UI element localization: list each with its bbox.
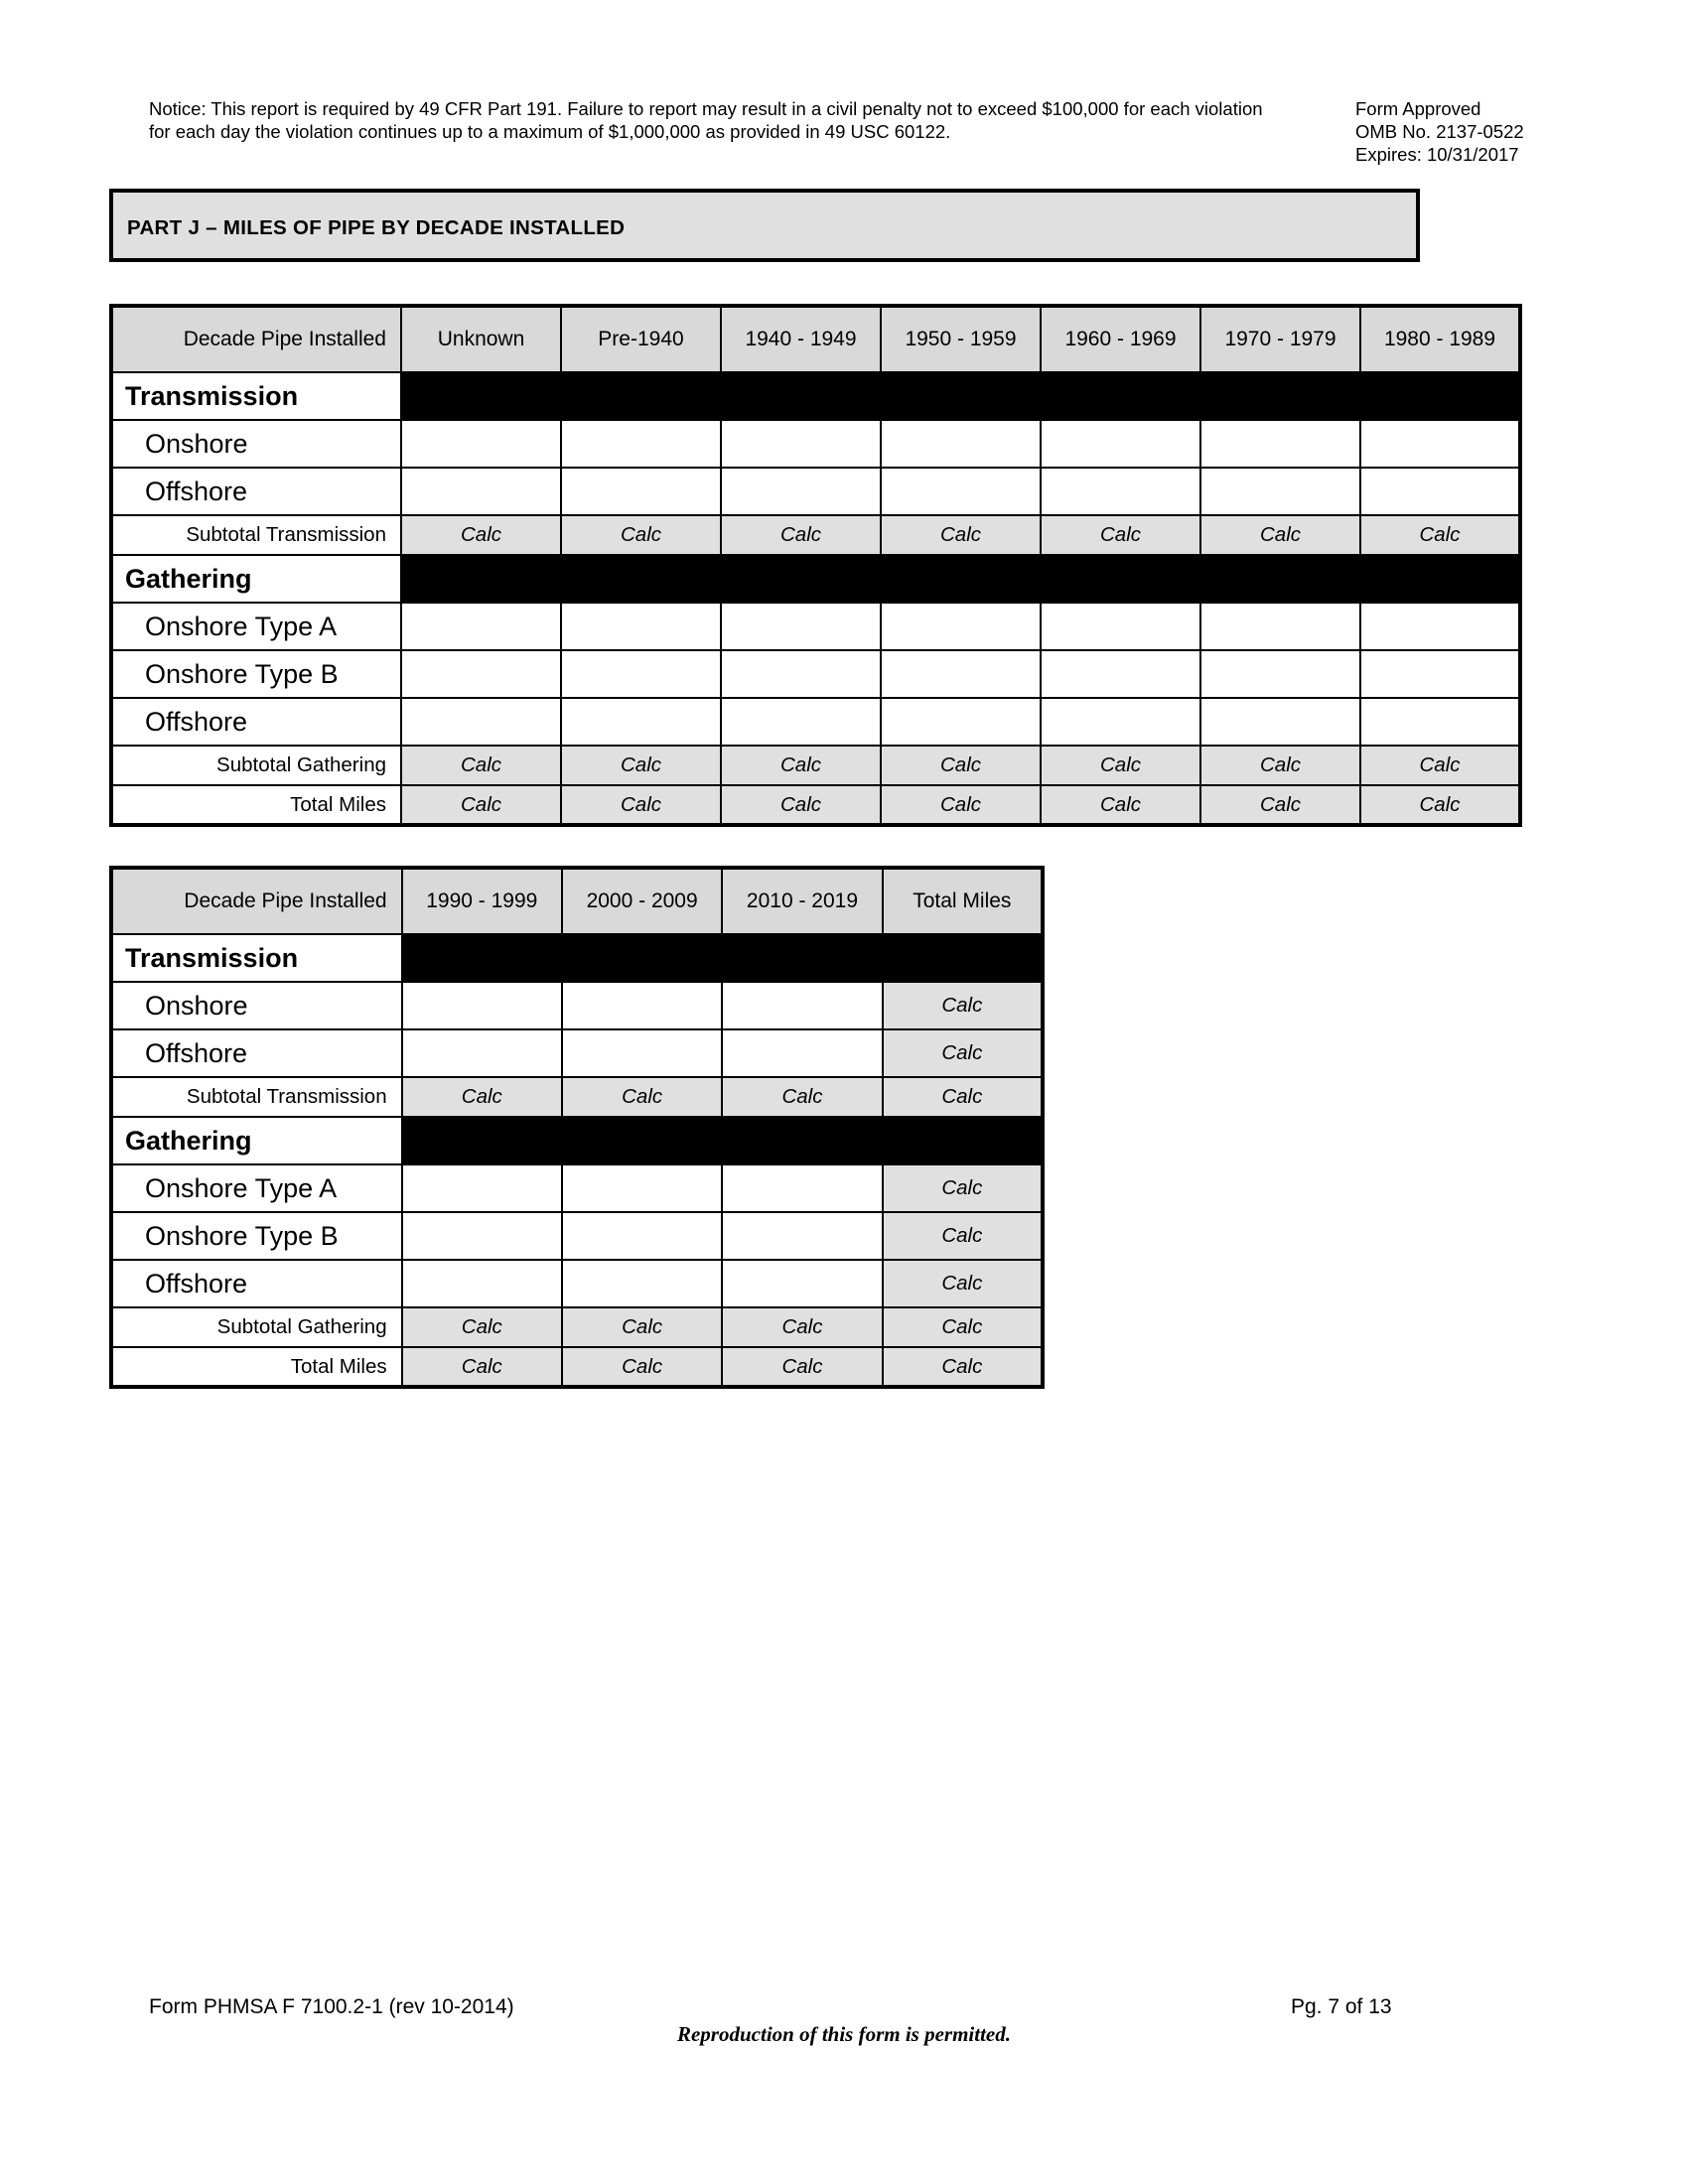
input-cell[interactable] [881,468,1041,515]
table-row [111,1029,1043,1077]
input-cell[interactable] [1041,650,1200,698]
header-label: Decade Pipe Installed [111,868,402,934]
input-cell[interactable] [401,603,561,650]
table-row [111,650,1520,698]
calc-cell: Calc [561,515,721,555]
header-row [111,868,1043,934]
calc-cell: Calc [883,982,1043,1029]
calc-cell: Calc [1360,785,1520,825]
header-label: Decade Pipe Installed [111,306,401,372]
section-row-transmission [111,372,1520,420]
calc-cell: Calc [561,785,721,825]
section-bar [402,934,1043,982]
row-label: Offshore [111,1260,402,1307]
subtotal-label: Subtotal Transmission [111,515,401,555]
input-cell[interactable] [1200,603,1360,650]
part-header [109,189,1420,262]
column-header: 1970 - 1979 [1200,306,1360,372]
calc-cell: Calc [1041,785,1200,825]
table-row [111,698,1520,746]
calc-cell: Calc [1200,785,1360,825]
input-cell[interactable] [1200,420,1360,468]
input-cell[interactable] [1041,698,1200,746]
calc-cell: Calc [883,1307,1043,1347]
table-row [111,1164,1043,1212]
calc-cell: Calc [721,746,881,785]
input-cell[interactable] [401,420,561,468]
notice-line-2: for each day the violation continues up to a maximum of $1,000,000 as provided in 49 USC 60122. [149,121,951,142]
calc-cell: Calc [722,1347,882,1387]
row-label: Offshore [111,468,401,515]
column-header: 1990 - 1999 [402,868,562,934]
row-label: Onshore Type B [111,650,401,698]
table-row [111,1260,1043,1307]
calc-cell: Calc [881,785,1041,825]
input-cell[interactable] [1360,698,1520,746]
approval-line-2: OMB No. 2137-0522 [1355,121,1524,142]
subtotal-row [111,1077,1043,1117]
calc-cell: Calc [722,1077,882,1117]
table-row [111,1212,1043,1260]
input-cell[interactable] [561,420,721,468]
form-approval [1355,97,1524,166]
table-row [111,468,1520,515]
row-label: Onshore Type A [111,603,401,650]
column-header: Pre-1940 [561,306,721,372]
table-row [111,603,1520,650]
column-header: 1960 - 1969 [1041,306,1200,372]
approval-line-1: Form Approved [1355,98,1481,119]
calc-cell: Calc [1200,515,1360,555]
column-header: 1940 - 1949 [721,306,881,372]
calc-cell: Calc [883,1077,1043,1117]
input-cell[interactable] [721,603,881,650]
calc-cell: Calc [401,746,561,785]
input-cell[interactable] [1360,603,1520,650]
section-row-gathering [111,1117,1043,1164]
calc-cell: Calc [721,785,881,825]
calc-cell: Calc [883,1029,1043,1077]
subtotal-row [111,746,1520,785]
calc-cell: Calc [1041,515,1200,555]
input-cell[interactable] [562,1164,722,1212]
section-bar [402,1117,1043,1164]
input-cell[interactable] [1041,420,1200,468]
input-cell[interactable] [561,603,721,650]
input-cell[interactable] [881,420,1041,468]
reproduction-notice: Reproduction of this form is permitted. [676,2022,1012,2046]
calc-cell: Calc [883,1260,1043,1307]
input-cell[interactable] [562,982,722,1029]
input-cell[interactable] [1200,468,1360,515]
subtotal-row [111,515,1520,555]
calc-cell: Calc [883,1212,1043,1260]
input-cell[interactable] [1360,468,1520,515]
total-row [111,1347,1043,1387]
section-label: Transmission [111,934,402,982]
notice-line-1: Notice: This report is required by 49 CFR Part 191. Failure to report may result in a civil penalty not to exceed $100,000 for each violation [149,98,1263,119]
input-cell[interactable] [562,1260,722,1307]
calc-cell: Calc [561,746,721,785]
header-row [111,306,1520,372]
column-header: 1980 - 1989 [1360,306,1520,372]
row-label: Onshore Type A [111,1164,402,1212]
calc-cell: Calc [562,1077,722,1117]
input-cell[interactable] [401,650,561,698]
input-cell[interactable] [561,698,721,746]
input-cell[interactable] [721,468,881,515]
calc-cell: Calc [1360,746,1520,785]
input-cell[interactable] [561,650,721,698]
input-cell[interactable] [881,603,1041,650]
input-cell[interactable] [1360,420,1520,468]
input-cell[interactable] [1200,650,1360,698]
decade-table-1 [109,304,1522,827]
input-cell[interactable] [1360,650,1520,698]
section-bar [401,372,1520,420]
part-title: PART J – MILES OF PIPE BY DECADE INSTALLED [127,216,626,239]
calc-cell: Calc [401,515,561,555]
column-header: 1950 - 1959 [881,306,1041,372]
column-header: Total Miles [883,868,1043,934]
input-cell[interactable] [722,1029,882,1077]
total-row [111,785,1520,825]
section-row-gathering [111,555,1520,603]
section-label: Gathering [111,1117,402,1164]
subtotal-row [111,1307,1043,1347]
input-cell[interactable] [402,1260,562,1307]
input-cell[interactable] [881,698,1041,746]
input-cell[interactable] [721,650,881,698]
page-number: Pg. 7 of 13 [1291,1995,1392,2018]
calc-cell: Calc [883,1347,1043,1387]
calc-cell: Calc [721,515,881,555]
section-row-transmission [111,934,1043,982]
calc-cell: Calc [402,1307,562,1347]
section-label: Gathering [111,555,401,603]
row-label: Onshore [111,982,402,1029]
input-cell[interactable] [562,1212,722,1260]
row-label: Onshore [111,420,401,468]
subtotal-label: Subtotal Transmission [111,1077,402,1117]
section-bar [401,555,1520,603]
input-cell[interactable] [722,1164,882,1212]
section-label: Transmission [111,372,401,420]
column-header: 2010 - 2019 [722,868,882,934]
calc-cell: Calc [722,1307,882,1347]
input-cell[interactable] [722,982,882,1029]
calc-cell: Calc [881,746,1041,785]
calc-cell: Calc [883,1164,1043,1212]
input-cell[interactable] [402,1164,562,1212]
input-cell[interactable] [1200,698,1360,746]
column-header: Unknown [401,306,561,372]
calc-cell: Calc [881,515,1041,555]
calc-cell: Calc [402,1077,562,1117]
row-label: Offshore [111,698,401,746]
subtotal-label: Subtotal Gathering [111,1307,402,1347]
row-label: Onshore Type B [111,1212,402,1260]
table-row [111,982,1043,1029]
calc-cell: Calc [401,785,561,825]
approval-line-3: Expires: 10/31/2017 [1355,144,1519,165]
input-cell[interactable] [722,1212,882,1260]
calc-cell: Calc [562,1347,722,1387]
input-cell[interactable] [401,468,561,515]
input-cell[interactable] [721,698,881,746]
calc-cell: Calc [562,1307,722,1347]
input-cell[interactable] [881,650,1041,698]
decade-table-2 [109,866,1045,1389]
input-cell[interactable] [402,982,562,1029]
input-cell[interactable] [1041,468,1200,515]
calc-cell: Calc [1200,746,1360,785]
input-cell[interactable] [1041,603,1200,650]
total-label: Total Miles [111,1347,402,1387]
input-cell[interactable] [722,1260,882,1307]
form-number: Form PHMSA F 7100.2-1 (rev 10-2014) [149,1995,514,2018]
input-cell[interactable] [562,1029,722,1077]
calc-cell: Calc [402,1347,562,1387]
table-row [111,420,1520,468]
column-header: 2000 - 2009 [562,868,722,934]
input-cell[interactable] [401,698,561,746]
input-cell[interactable] [721,420,881,468]
calc-cell: Calc [1360,515,1520,555]
input-cell[interactable] [402,1029,562,1077]
row-label: Offshore [111,1029,402,1077]
total-label: Total Miles [111,785,401,825]
input-cell[interactable] [561,468,721,515]
subtotal-label: Subtotal Gathering [111,746,401,785]
calc-cell: Calc [1041,746,1200,785]
input-cell[interactable] [402,1212,562,1260]
notice-text [149,97,1340,143]
